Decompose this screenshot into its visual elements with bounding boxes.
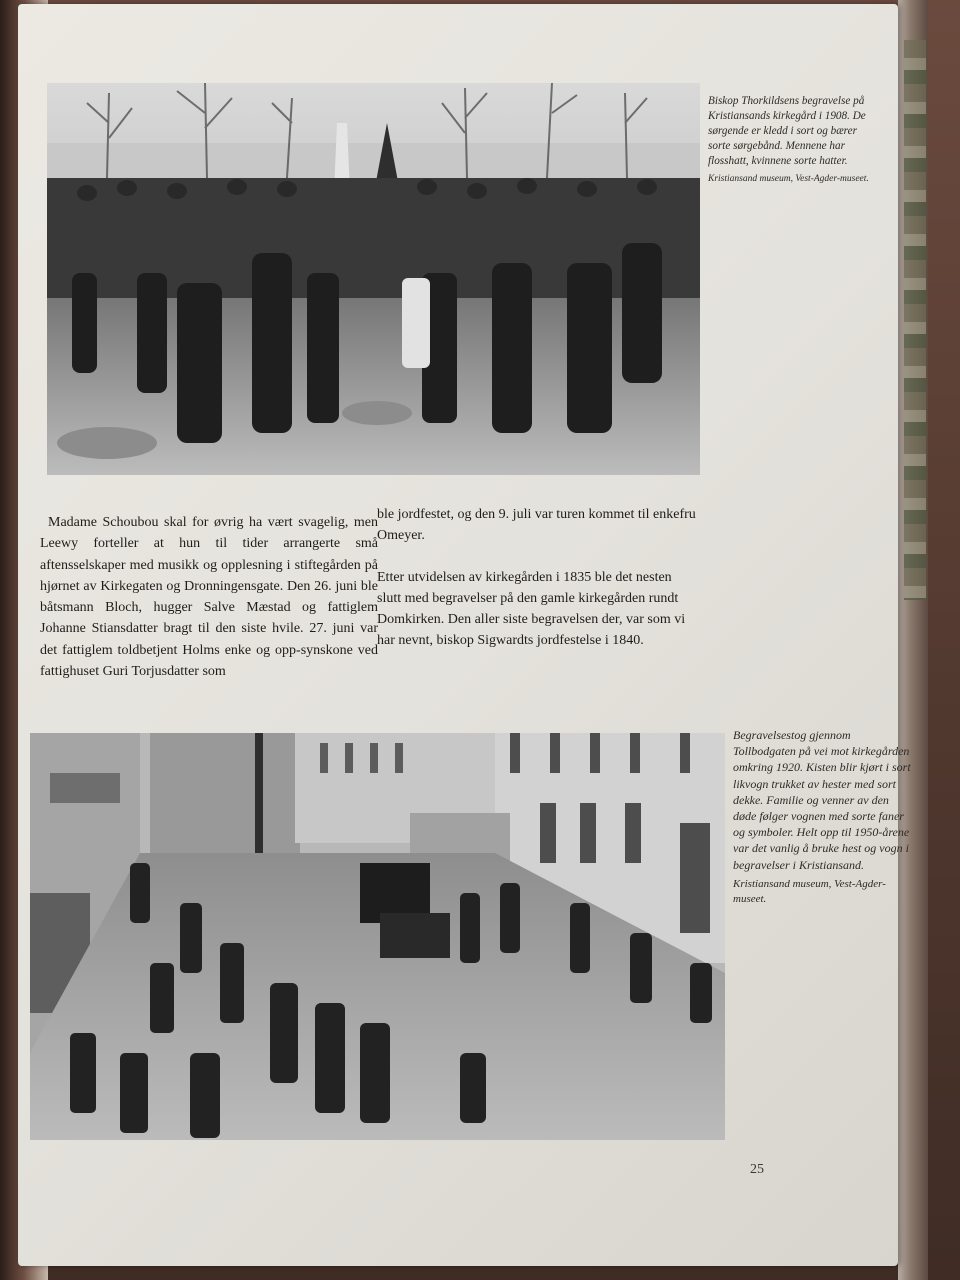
photo-caption-2 <box>733 727 913 907</box>
page-number: 25 <box>750 1162 764 1177</box>
body-paragraph: ble jordfestet, og den 9. juli var turen kommet til enkefru Omeyer. <box>377 507 696 544</box>
body-paragraph: Etter utvidelsen av kirkegården i 1835 ble det nesten slutt med begravelser på den gamle kirkegården rundt Domkirken. Den aller siste begravelsen der, var som vi har nevnt, biskop Sigwardts jordfestelse i 1840. <box>377 569 686 649</box>
body-paragraph: Madame Schoubou skal for øvrig ha vært svagelig, men Leewy forteller at hun til tider arrangerte små aftensselskaper med musikk og opplesning i stiftegården på hjørnet av Kirkegaten og Dronningensgate. Den 26. juni ble båtsmann Bloch, hugger Salve Mæstad og fattiglem Johanne Stiansdatter bragt til den siste hvile. 27. juni var det fattiglem toldbetjent Holms enke og opp-synskone ved fattighuset Guri Torjusdatter som <box>40 515 378 680</box>
photo-caption-1 <box>708 94 878 186</box>
body-column-right <box>377 504 699 672</box>
photo-credit: Kristiansand museum, Vest-Agder-museet. <box>733 877 886 905</box>
funeral-crowd-photo <box>47 83 700 475</box>
caption-text: Biskop Thorkildsens begravelse på Kristiansands kirkegård i 1908. De sørgende er kledd i sort og bærer sorte sørgebånd. Mennene har flosshatt, kvinnene sorte hatter. <box>708 95 866 167</box>
next-page-photo-strip <box>904 40 926 600</box>
body-column-left <box>40 512 378 682</box>
photo-credit: Kristiansand museum, Vest-Agder-museet. <box>708 174 869 184</box>
caption-text: Begravelsestog gjennom Tollbodgaten på vei mot kirkegården omkring 1920. Kisten blir kjørt i sort likvogn trukket av hester med sort dekke. Familie og venner av den døde følger vognen med sorte faner og symboler. Helt opp til 1950-årene var det vanlig å bruke hest og vogn i begravelser i Kristiansand. <box>733 728 911 872</box>
funeral-procession-photo <box>30 733 725 1140</box>
